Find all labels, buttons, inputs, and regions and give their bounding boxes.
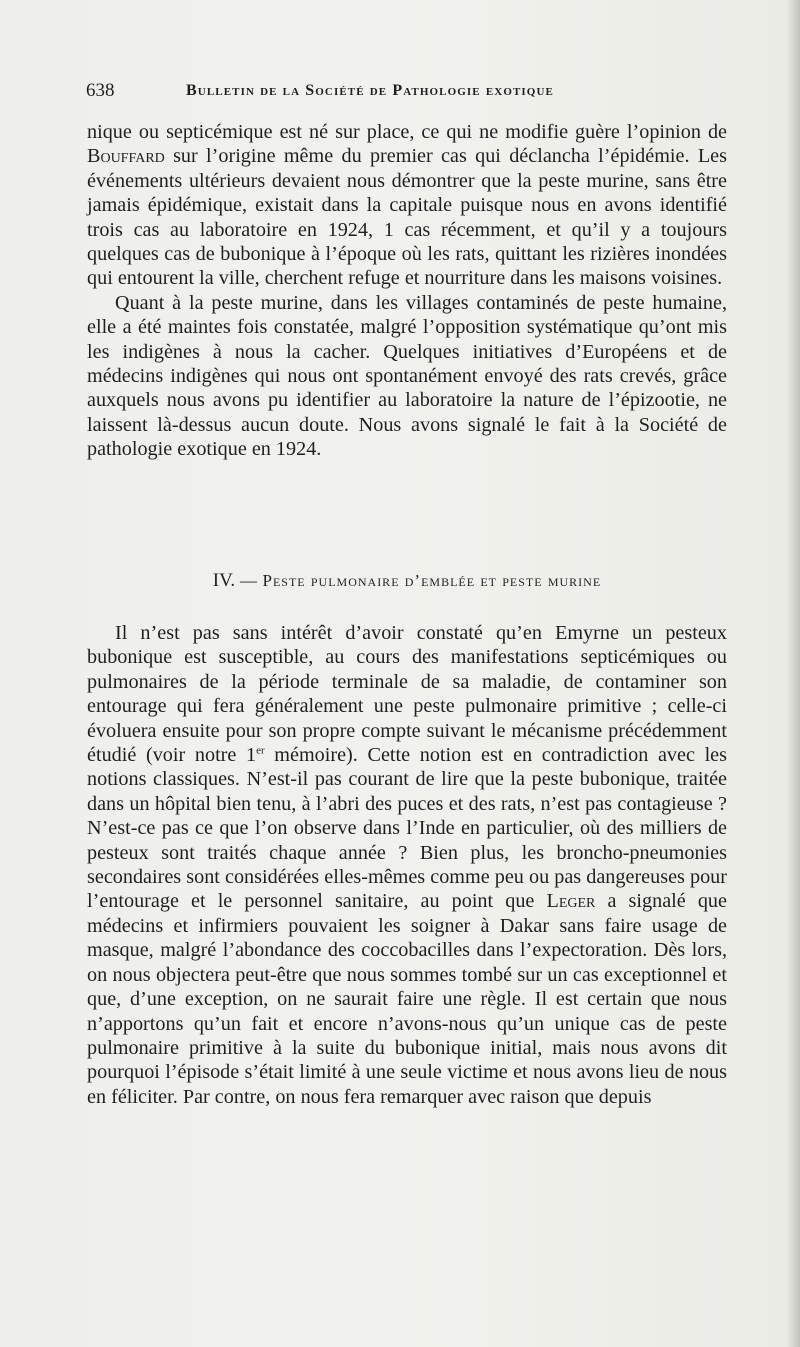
body-text-upper xyxy=(87,120,727,462)
superscript-er: er xyxy=(256,744,265,757)
body-text-lower xyxy=(87,621,727,1109)
paragraph-2: Quant à la peste murine, dans les villages contaminés de peste humaine, elle a été maintes fois constatée, malgré l’opposition systématique qu’ont mis les indigènes à nous la cacher. Quelques initiatives d’Européens et de médecins indigènes qui nous ont spontanément envoyé des rats crevés, grâce auxquels nous avons pu identifier au laboratoire la nature de l’épizootie, ne laissent là-dessus aucun doute. Nous avons signalé le fait à la Société de pathologie exotique en 1924. xyxy=(87,291,727,461)
section-heading xyxy=(87,570,727,592)
paragraph-3 xyxy=(87,621,727,1109)
paragraph-1-text-b: sur l’origine même du premier cas qui déclancha l’épidémie. Les événements ultérieurs devaient nous démontrer que la peste murine, sans être jamais épidémique, existait dans la capitale puisque nous en avons identifié trois cas au laboratoire en 1924, 1 cas récemment, et qu’il y a toujours quelques cas de bubonique à l’époque où les rats, quittant les rizières inondées qui entourent la ville, cherchent refuge et nourriture dans les maisons voisines. xyxy=(87,145,727,290)
section-number: IV. xyxy=(212,570,236,591)
paragraph-3-text-a: Il n’est pas sans intérêt d’avoir constaté qu’en Emyrne un pesteux bubonique est susceptible, au cours des manifestations septicémiques ou pulmonaires de la période terminale de sa maladie, de contaminer son entourage qui fera généralement une peste pulmonaire primitive ; celle-ci évoluera ensuite pour son propre compte suivant le mécanisme précédemment étudié (voir notre 1 xyxy=(87,622,727,767)
section-title: Peste pulmonaire d’emblée et peste murine xyxy=(262,571,602,590)
paragraph-3-text-b: mémoire). Cette notion est en contradiction avec les notions classiques. N’est-il pas courant de lire que la peste bubonique, traitée dans un hôpital bien tenu, à l’abri des puces et des rats, n’est pas contagieuse ? N’est-ce pas ce que l’on observe dans l’Inde en particulier, où des milliers de pesteux sont traités chaque année ? Bien plus, les broncho-pneumonies secondaires sont considérées elles-mêmes comme peu ou pas dangereuses pour l’entourage et le personnel sanitaire, au point que xyxy=(87,744,727,913)
paragraph-3-text-c: a signalé que médecins et infirmiers pouvaient les soigner à Dakar sans faire usage de masque, malgré l’abondance des coccobacilles dans l’expectoration. Dès lors, on nous objectera peut-être que nous sommes tombé sur un cas exceptionnel et que, d’une exception, on ne saurait faire une règle. Il est certain que nous n’apportons qu’un fait et encore n’avons-nous qu’un unique cas de peste pulmonaire primitive à la suite du bubonique initial, mais nous avons dit pourquoi l’épisode s’était limité à une seule victime et nous avons lieu de nous en féliciter. Par contre, on nous fera remarquer avec raison que depuis xyxy=(87,890,727,1108)
author-name-bouffard: Bouffard xyxy=(87,145,165,168)
page-number: 638 xyxy=(86,80,115,101)
paragraph-1-text-a: nique ou septicémique est né sur place, ce qui ne modifie guère l’opinion de xyxy=(87,121,727,143)
section-dash: — xyxy=(240,571,258,590)
running-head xyxy=(86,80,726,108)
page-edge-shadow xyxy=(786,0,800,1347)
author-name-leger: Leger xyxy=(546,890,596,913)
journal-title: Bulletin de la Société de Pathologie exotique xyxy=(186,82,554,99)
paragraph-1 xyxy=(87,120,727,291)
